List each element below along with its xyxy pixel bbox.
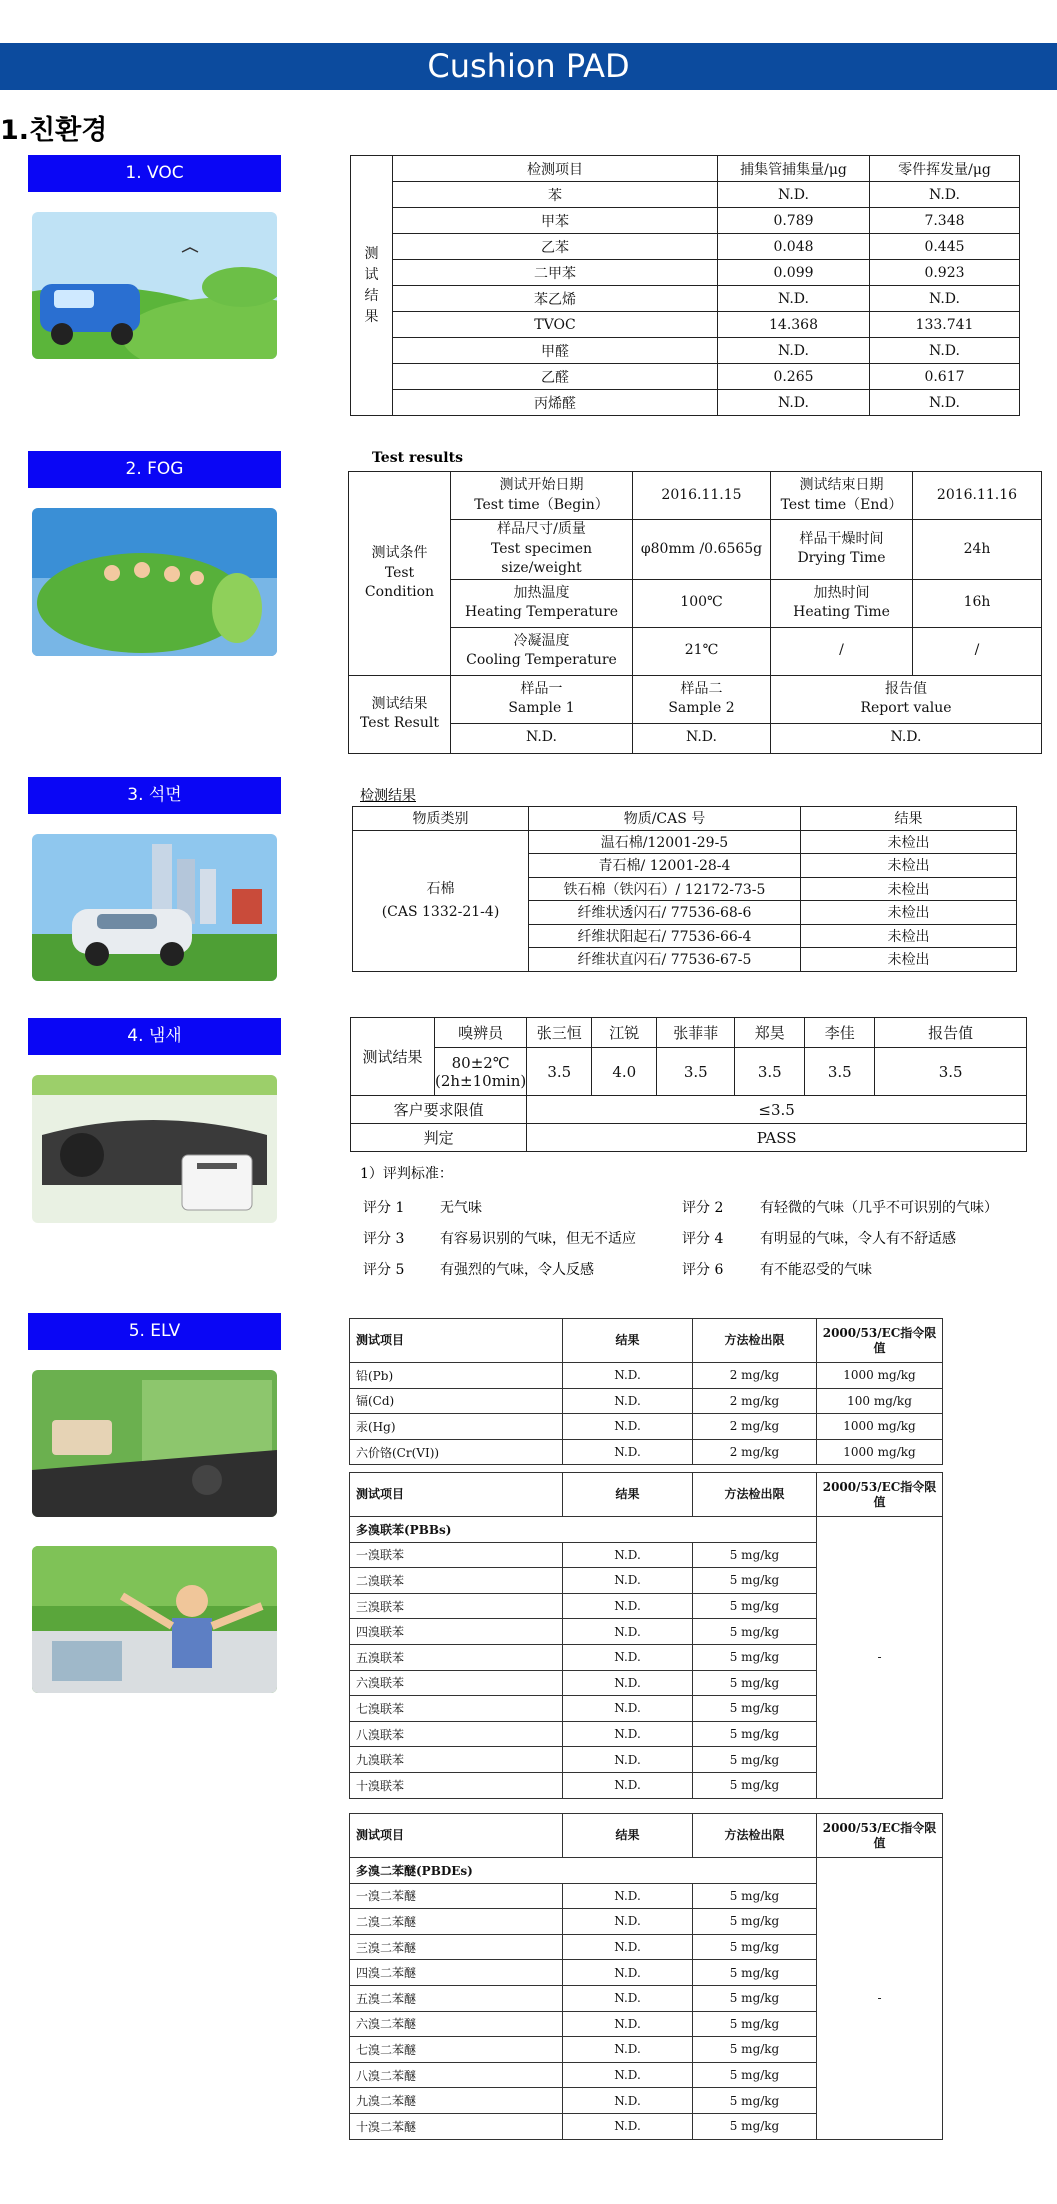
voc-header-trap: 捕集管捕集量/μg [718, 156, 870, 182]
odor-limit-value: ≤3.5 [527, 1096, 1027, 1124]
table-row: 三溴联苯 N.D. 5 mg/kg [350, 1593, 943, 1619]
table-row: 四溴联苯 N.D. 5 mg/kg [350, 1619, 943, 1645]
asbestos-header-cas: 物质/CAS 号 [529, 807, 801, 831]
fog-heattime-label: 加热时间 Heating Time [771, 579, 913, 627]
table-row: 纤维状阳起石/ 77536-66-4 未检出 [353, 924, 1017, 948]
fog-table [348, 471, 1042, 754]
table-row: 六价铬(Cr(VI)) N.D. 2 mg/kg 1000 mg/kg [350, 1439, 943, 1465]
elv-label: 5. ELV [28, 1313, 281, 1350]
fog-slash-1: / [771, 627, 913, 675]
table-row: 甲苯 0.789 7.348 [351, 208, 1020, 234]
elv-pbb-table: 测试项目 结果 方法检出限 2000/53/EC指令限值 多溴联苯(PBBs) - 一溴联苯 N.D. 5 mg/kg 二溴联苯 N.D. 5 mg/kg 三溴联苯 N.D. 5 mg/kg 四溴联苯 N.D. 5 mg/kg 五溴联苯 N.D. 5 mg/kg 六溴联苯 N.D. 5 mg/kg 七溴联苯 N.D. 5 mg/kg 八溴联苯 N.D. 5 mg/kg 九溴联苯 N.D. 5 mg/kg 十溴联苯 N.D. 5 mg/kg [349, 1472, 943, 1799]
fog-report-value: N.D. [771, 723, 1042, 753]
asbestos-table [352, 806, 1017, 972]
table-row: 纤维状透闪石/ 77536-68-6 未检出 [353, 901, 1017, 925]
fog-size-value: φ80mm /0.6565g [633, 520, 771, 580]
fog-caption: Test results [372, 450, 463, 466]
fog-report-label: 报告值 Report value [771, 675, 1042, 723]
pbb-limit-dash: - [817, 1517, 943, 1799]
table-row: 九溴联苯 N.D. 5 mg/kg [350, 1747, 943, 1773]
fog-cool-value: 21℃ [633, 627, 771, 675]
odor-criteria [360, 1163, 1030, 1290]
page-banner: Cushion PAD [0, 43, 1057, 90]
fog-heat-value: 100℃ [633, 579, 771, 627]
table-row: 汞(Hg) N.D. 2 mg/kg 1000 mg/kg [350, 1414, 943, 1440]
voc-side-label: 测 试 结 果 [351, 156, 393, 416]
voc-header-item: 检测项目 [393, 156, 718, 182]
fog-sample1-label: 样品一 Sample 1 [451, 675, 633, 723]
fog-result-label: 测试结果 Test Result [349, 675, 451, 753]
table-row: 三溴二苯醚 N.D. 5 mg/kg [350, 1934, 943, 1960]
fog-size-label: 样品尺寸/质量 Test specimen size/weight [451, 520, 633, 580]
fog-sample2-value: N.D. [633, 723, 771, 753]
odor-label: 4. 냄새 [28, 1018, 281, 1055]
table-row: 六溴二苯醚 N.D. 5 mg/kg [350, 2011, 943, 2037]
pbb-group-label: 多溴联苯(PBBs) [350, 1517, 817, 1543]
pbde-group-label: 多溴二苯醚(PBDEs) [350, 1858, 817, 1884]
odor-judge-value: PASS [527, 1124, 1027, 1152]
criteria-row: 评分 5 有强烈的气味，令人反感 评分 6 有不能忍受的气味 [363, 1262, 872, 1278]
fog-begin-label: 测试开始日期 Test time（Begin） [451, 472, 633, 520]
fog-dry-label: 样品干燥时间 Drying Time [771, 520, 913, 580]
table-row: 八溴二苯醚 N.D. 5 mg/kg [350, 2062, 943, 2088]
fog-sample2-label: 样品二 Sample 2 [633, 675, 771, 723]
odor-table: 测试结果 嗅辨员 张三恒 江锐 张菲菲 郑昊 李佳 报告值 80±2℃ (2h±10min) 3.5 4.0 3.5 3.5 3.5 3.5 客户要求限值 ≤3.5 判定 PASS [350, 1017, 1027, 1152]
table-row: 八溴联苯 N.D. 5 mg/kg [350, 1721, 943, 1747]
odor-header-panelist: 嗅辨员 [435, 1018, 527, 1048]
odor-image-car-interior [32, 1075, 277, 1223]
fog-slash-2: / [913, 627, 1042, 675]
asbestos-caption: 检测结果 [360, 788, 416, 804]
fog-cool-label: 冷凝温度 Cooling Temperature [451, 627, 633, 675]
table-row: 一溴联苯 N.D. 5 mg/kg [350, 1542, 943, 1568]
fog-condition-label: 测试条件 Test Condition [349, 472, 451, 676]
voc-image-electric-car [32, 212, 277, 359]
criteria-row: 评分 3 有容易识别的气味，但无不适应 评分 4 有明显的气味，令人有不舒适感 [363, 1231, 956, 1247]
voc-label: 1. VOC [28, 155, 281, 192]
table-row: 乙醛 0.265 0.617 [351, 364, 1020, 390]
voc-table [350, 155, 1020, 416]
asbestos-category: 石棉 (CAS 1332-21-4) [353, 830, 529, 971]
table-row: 铅(Pb) N.D. 2 mg/kg 1000 mg/kg [350, 1363, 943, 1389]
odor-result-label: 测试结果 [351, 1018, 435, 1096]
asbestos-label: 3. 석면 [28, 777, 281, 814]
table-row: 青石棉/ 12001-28-4 未检出 [353, 854, 1017, 878]
voc-header-part: 零件挥发量/μg [870, 156, 1020, 182]
table-row: TVOC 14.368 133.741 [351, 312, 1020, 338]
fog-begin-value: 2016.11.15 [633, 472, 771, 520]
table-row: 镉(Cd) N.D. 2 mg/kg 100 mg/kg [350, 1388, 943, 1414]
table-row: 五溴二苯醚 N.D. 5 mg/kg [350, 1985, 943, 2011]
table-row: 苯乙烯 N.D. N.D. [351, 286, 1020, 312]
fog-end-label: 测试结束日期 Test time（End） [771, 472, 913, 520]
fog-heattime-value: 16h [913, 579, 1042, 627]
table-row: 九溴二苯醚 N.D. 5 mg/kg [350, 2088, 943, 2114]
odor-limit-label: 客户要求限值 [351, 1096, 527, 1124]
table-row: 十溴二苯醚 N.D. 5 mg/kg [350, 2113, 943, 2139]
fog-sample1-value: N.D. [451, 723, 633, 753]
asbestos-header-result: 结果 [801, 807, 1017, 831]
pbde-limit-dash: - [817, 1858, 943, 2140]
elv-image-child-car [32, 1546, 277, 1693]
fog-dry-value: 24h [913, 520, 1042, 580]
fog-image-leaf-family [32, 508, 277, 656]
table-row: 纤维状直闪石/ 77536-67-5 未检出 [353, 948, 1017, 972]
table-row: 乙苯 0.048 0.445 [351, 234, 1020, 260]
fog-label: 2. FOG [28, 451, 281, 488]
table-row: 二溴二苯醚 N.D. 5 mg/kg [350, 1909, 943, 1935]
table-row: 苯 N.D. N.D. [351, 182, 1020, 208]
fog-end-value: 2016.11.16 [913, 472, 1042, 520]
table-row: 六溴联苯 N.D. 5 mg/kg [350, 1670, 943, 1696]
table-row: 十溴联苯 N.D. 5 mg/kg [350, 1772, 943, 1798]
odor-condition: 80±2℃ (2h±10min) [435, 1048, 527, 1096]
odor-judge-label: 判定 [351, 1124, 527, 1152]
table-row: 甲醛 N.D. N.D. [351, 338, 1020, 364]
table-row: 二溴联苯 N.D. 5 mg/kg [350, 1568, 943, 1594]
fog-heat-label: 加热温度 Heating Temperature [451, 579, 633, 627]
asbestos-header-category: 物质类别 [353, 807, 529, 831]
table-row: 五溴联苯 N.D. 5 mg/kg [350, 1644, 943, 1670]
table-row: 七溴联苯 N.D. 5 mg/kg [350, 1696, 943, 1722]
criteria-row: 评分 1 无气味 评分 2 有轻微的气味（几乎不可识别的气味） [363, 1200, 998, 1216]
table-row: 铁石棉（铁闪石）/ 12172-73-5 未检出 [353, 877, 1017, 901]
section-title: 1.친환경 [0, 115, 108, 146]
table-row: 七溴二苯醚 N.D. 5 mg/kg [350, 2037, 943, 2063]
elv-metals-table: 测试项目 结果 方法检出限 2000/53/EC指令限值 铅(Pb) N.D. 2 mg/kg 1000 mg/kg 镉(Cd) N.D. 2 mg/kg 100 mg/kg 汞(Hg) N.D. 2 mg/kg 1000 mg/kg 六价铬(Cr(VI)) N.D. 2 mg/kg 1000 mg/kg [349, 1318, 943, 1465]
elv-image-car-window [32, 1370, 277, 1517]
table-row: 二甲苯 0.099 0.923 [351, 260, 1020, 286]
elv-pbde-table: 测试项目 结果 方法检出限 2000/53/EC指令限值 多溴二苯醚(PBDEs) - 一溴二苯醚 N.D. 5 mg/kg 二溴二苯醚 N.D. 5 mg/kg 三溴二苯醚 N.D. 5 mg/kg 四溴二苯醚 N.D. 5 mg/kg 五溴二苯醚 N.D. 5 mg/kg 六溴二苯醚 N.D. 5 mg/kg 七溴二苯醚 N.D. 5 mg/kg 八溴二苯醚 N.D. 5 mg/kg 九溴二苯醚 N.D. 5 mg/kg 十溴二苯醚 N.D. 5 mg/kg [349, 1813, 943, 2140]
asbestos-image-city-car [32, 834, 277, 981]
table-row: 一溴二苯醚 N.D. 5 mg/kg [350, 1883, 943, 1909]
criteria-title: 1）评判标准： [360, 1166, 453, 1182]
table-row: 石棉 (CAS 1332-21-4) 温石棉/12001-29-5 未检出 [353, 830, 1017, 854]
table-row: 丙烯醛 N.D. N.D. [351, 390, 1020, 416]
table-row: 四溴二苯醚 N.D. 5 mg/kg [350, 1960, 943, 1986]
